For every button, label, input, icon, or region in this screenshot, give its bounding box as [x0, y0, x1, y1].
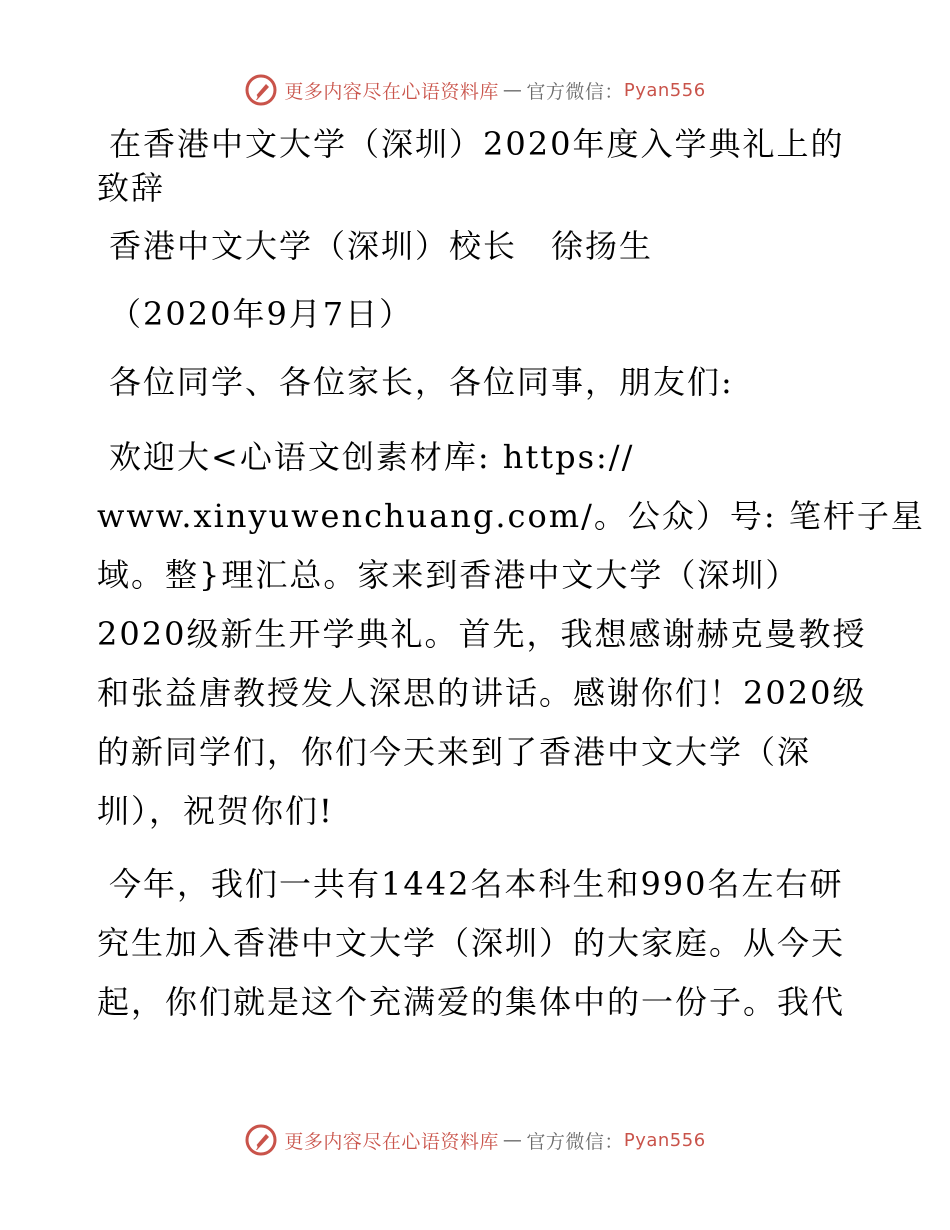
author-line: 香港中文大学（深圳）校长 徐扬生 [109, 227, 654, 265]
para1-line: 圳），祝贺你们! [97, 792, 334, 830]
salutation-line: 各位同学、各位家长，各位同事，朋友们: [109, 363, 734, 401]
para1-line: 欢迎大<心语文创素材库: https:// [109, 438, 635, 476]
banner-wechat-label: 官方微信： [526, 80, 624, 103]
banner-wechat-id: Pyan556 [623, 79, 706, 101]
banner-text: 更多内容尽在心语资料库 [284, 80, 499, 103]
document-body [97, 122, 925, 1046]
para2-line: 究生加入香港中文大学（深圳）的大家庭。从今天 [97, 924, 846, 962]
title-line-2: 致辞 [97, 169, 166, 207]
para2-line: 今年，我们一共有1442名本科生和990名左右研 [109, 865, 844, 903]
banner-wechat-label: 官方微信： [526, 1130, 624, 1153]
date-line: （2020年9月7日） [109, 295, 414, 333]
banner-text: 更多内容尽在心语资料库 [284, 1130, 499, 1153]
salutation [97, 360, 857, 404]
header-banner [0, 70, 950, 110]
para1-line: www.xinyuwenchuang.com/。公众）号: 笔杆子星 [97, 497, 925, 535]
pen-circle-icon [244, 73, 278, 107]
title-line-1: 在香港中文大学（深圳）2020年度入学典礼上的 [109, 125, 845, 163]
title [97, 122, 857, 210]
para1-line: 2020级新生开学典礼。首先，我想感谢赫克曼教授 [97, 615, 867, 653]
para1-line: 和张益唐教授发人深思的讲话。感谢你们！2020级 [97, 674, 867, 712]
date [97, 292, 857, 336]
paragraph-1 [97, 428, 925, 841]
paragraph-2 [97, 855, 857, 1032]
banner-dash: — [502, 79, 523, 101]
banner-wechat-id: Pyan556 [623, 1129, 706, 1151]
para2-line: 起，你们就是这个充满爱的集体中的一份子。我代 [97, 983, 846, 1021]
footer-banner [0, 1120, 950, 1160]
para1-line: 的新同学们，你们今天来到了香港中文大学（深 [97, 733, 812, 771]
author [97, 224, 857, 268]
para1-line: 域。整}理汇总。家来到香港中文大学（深圳） [97, 556, 800, 594]
pen-circle-icon [244, 1123, 278, 1157]
banner-dash: — [502, 1129, 523, 1151]
